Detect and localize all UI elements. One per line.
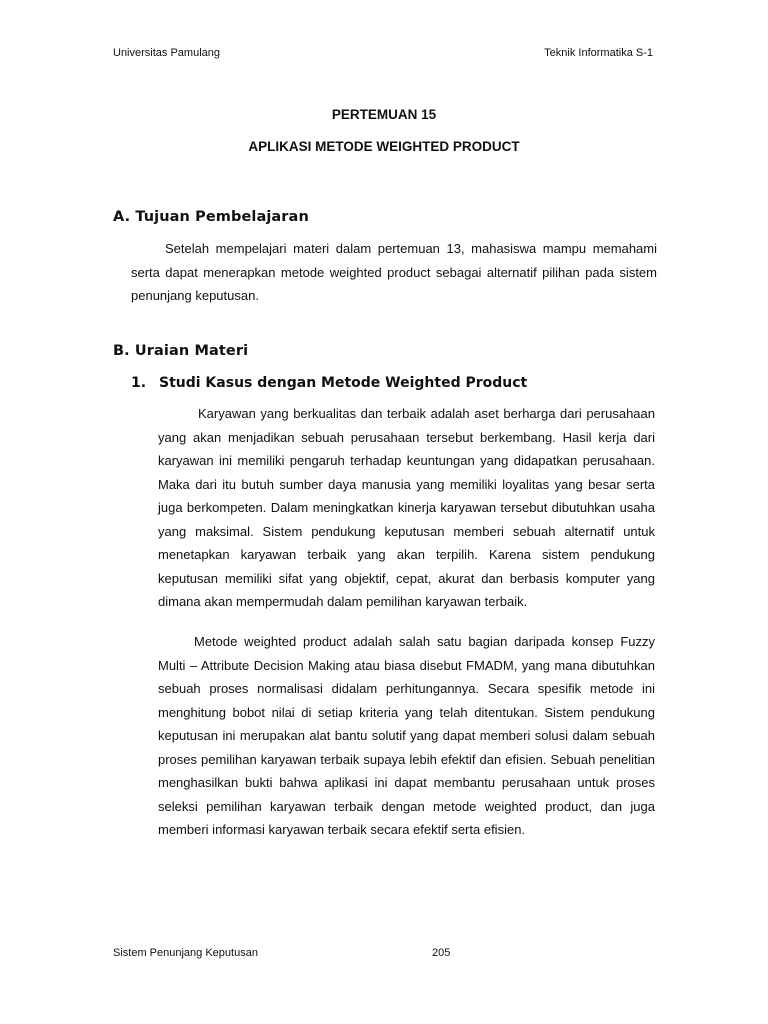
chapter-title: APLIKASI METODE WEIGHTED PRODUCT (248, 139, 520, 154)
subsection-number: 1. (131, 375, 147, 391)
section-a-paragraph: Setelah mempelajari materi dalam pertemuan 13, mahasiswa mampu memahami serta dapat menerapkan metode weighted product sebagai alternatif pilihan pada sistem penunjang keputusan. (131, 241, 657, 303)
subsection-heading (131, 375, 527, 391)
section-b-paragraph-1: Karyawan yang berkualitas dan terbaik adalah aset berharga dari perusahaan yang akan menjadikan sebuah perusahaan tersebut berkembang. Hasil kerja dari karyawan ini memiliki pengaruh terhadap keuntungan yang didapatkan perusahaan. Maka dari itu butuh sumber daya manusia yang memiliki loyalitas yang besar serta juga berkompeten. Dalam meningkatkan kinerja karyawan tersebut dibutuhkan usaha yang maksimal. Sistem pendukung keputusan memberi sebuah alternatif untuk menetapkan karyawan terbaik yang akan terpilih. Karena sistem pendukung keputusan memiliki sifat yang objektif, cepat, akurat dan berbasis komputer yang dimana akan mempermudah dalam pemilihan karyawan terbaik. (158, 406, 655, 609)
footer-course: Sistem Penunjang Keputusan (113, 947, 258, 959)
meeting-title: PERTEMUAN 15 (331, 107, 437, 122)
section-a-heading: A. Tujuan Pembelajaran (113, 209, 309, 225)
header-program: Teknik Informatika S-1 (544, 47, 653, 59)
section-b-paragraph-2: Metode weighted product adalah salah satu bagian daripada konsep Fuzzy Multi – Attribute Decision Making atau biasa disebut FMADM, yang mana dibutuhkan sebuah proses normalisasi didalam perhitungannya. Secara spesifik metode ini menghitung bobot nilai di setiap kriteria yang telah ditentukan. Sistem pendukung keputusan ini merupakan alat bantu solutif yang dapat memberi solusi dalam sebuah proses pemilihan karyawan terbaik supaya lebih efektif dan efisien. Sebuah penelitian menghasilkan bukti bahwa aplikasi ini dapat membantu perusahaan untuk proses seleksi pemilihan karyawan terbaik dengan metode weighted product, dan juga memberi informasi karyawan terbaik secara efektif serta efisien. (158, 634, 655, 837)
header-university: Universitas Pamulang (113, 47, 220, 59)
page-number: 205 (432, 947, 451, 959)
subsection-title: Studi Kasus dengan Metode Weighted Product (159, 375, 528, 391)
section-b-heading: B. Uraian Materi (113, 343, 249, 359)
